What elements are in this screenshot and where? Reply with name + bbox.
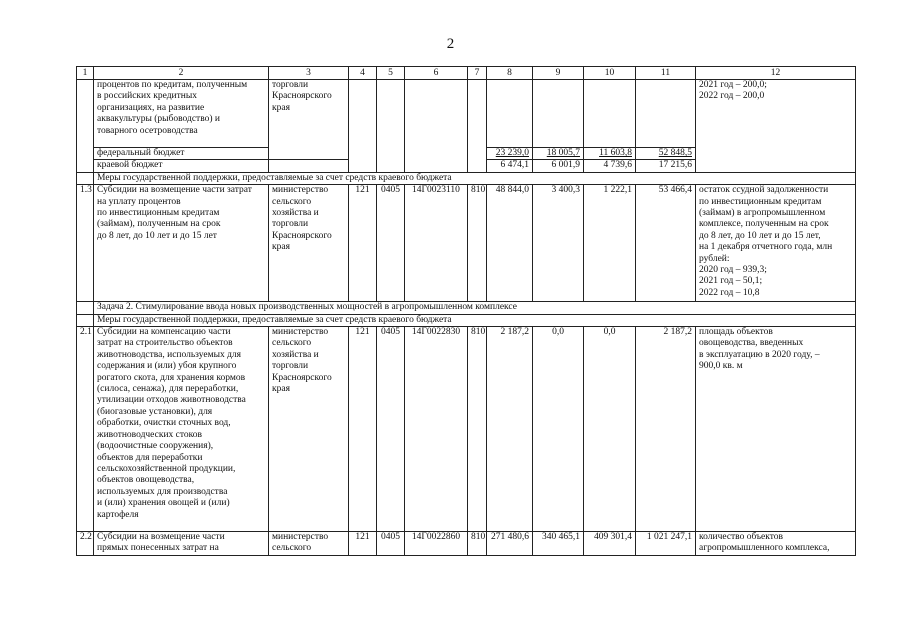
budget-label: федеральный бюджет [94, 148, 269, 160]
measure-description: Субсидии на компенсацию части затрат на строительство объектов животноводства, используемых для содержания и (или) убоя крупного рогатого скота, для хранения кормов (силоса, сенажа), для переработки, утилизации отходов животноводства (биогазовые установки), для обработки, очистки сточных вод, животноводческих стоков (водоочистные сооружения), объектов для переработки сельскохозяйственной продукции, объектов овощеводства, используемых для производства и (или) хранения овощей и (или) картофеля [94, 327, 269, 532]
expected-result: площадь объектов овощеводства, введенных в эксплуатацию в 2020 году, – 900,0 кв. м [696, 327, 856, 532]
amount-cell: 2 187,2 [636, 327, 696, 532]
amount-cell: 52 848,5 [636, 148, 696, 160]
amount-cell: 48 844,0 [487, 185, 533, 302]
section-row [77, 314, 856, 326]
code-cell: 810 [468, 532, 487, 556]
header-cell: 2 [94, 67, 269, 80]
responsible-org: министерство сельского хозяйства и торговли Красноярского края [269, 327, 349, 532]
amount-cell: 17 215,6 [636, 160, 696, 172]
measure-description: Субсидии на возмещение части затрат на уплату процентов по инвестиционным кредитам (займам), полученным на срок до 8 лет, до 10 лет и до 15 лет [94, 185, 269, 302]
amount-cell: 6 474,1 [487, 160, 533, 172]
measure-description: Субсидии на возмещение части прямых понесенных затрат на [94, 532, 269, 556]
amount-cell: 18 005,7 [533, 148, 584, 160]
code-cell: 810 [468, 327, 487, 532]
code-cell: 14Г0022860 [405, 532, 468, 556]
amount-cell: 3 400,3 [533, 185, 584, 302]
header-cell: 10 [584, 67, 636, 80]
table-row [77, 80, 856, 148]
row-number: 2.2 [77, 532, 94, 556]
amount-cell: 1 021 247,1 [636, 532, 696, 556]
amount-cell: 0,0 [584, 327, 636, 532]
header-cell: 5 [377, 67, 405, 80]
table-row [77, 532, 856, 556]
code-cell: 14Г0022830 [405, 327, 468, 532]
table-row [77, 160, 856, 172]
expected-result: количество объектов агропромышленного комплекса, [696, 532, 856, 556]
page-number: 2 [446, 36, 455, 52]
amount-cell: 340 465,1 [533, 532, 584, 556]
code-cell: 810 [468, 185, 487, 302]
task-row [77, 302, 856, 314]
amount-cell: 1 222,1 [584, 185, 636, 302]
header-cell: 6 [405, 67, 468, 80]
amount-cell: 6 001,9 [533, 160, 584, 172]
amount-cell: 23 239,0 [487, 148, 533, 160]
expected-result: 2021 год – 200,0; 2022 год – 200,0 [696, 80, 856, 148]
measure-description: процентов по кредитам, полученным в российских кредитных организациях, на развитие аквакультуры (рыбоводство) и товарного осетроводства [94, 80, 269, 148]
header-cell: 8 [487, 67, 533, 80]
amount-cell: 53 466,4 [636, 185, 696, 302]
section-heading: Меры государственной поддержки, предоставляемые за счет средств краевого бюджета [94, 314, 856, 326]
responsible-org: министерство сельского [269, 532, 349, 556]
header-cell: 11 [636, 67, 696, 80]
code-cell: 121 [349, 327, 377, 532]
section-row [77, 172, 856, 184]
header-cell: 1 [77, 67, 94, 80]
header-cell: 12 [696, 67, 856, 80]
header-row [77, 67, 856, 80]
row-number: 1.3 [77, 185, 94, 302]
amount-cell: 271 480,6 [487, 532, 533, 556]
table-row [77, 327, 856, 532]
code-cell: 121 [349, 185, 377, 302]
amount-cell: 4 739,6 [584, 160, 636, 172]
budget-label: краевой бюджет [94, 160, 269, 172]
amount-cell: 409 301,4 [584, 532, 636, 556]
header-cell: 9 [533, 67, 584, 80]
header-cell: 3 [269, 67, 349, 80]
header-cell: 7 [468, 67, 487, 80]
task-heading: Задача 2. Стимулирование ввода новых производственных мощностей в агропромышленном комплексе [94, 302, 856, 314]
code-cell: 14Г0023110 [405, 185, 468, 302]
amount-cell: 0,0 [533, 327, 584, 532]
program-table [76, 66, 856, 556]
code-cell: 121 [349, 532, 377, 556]
code-cell: 0405 [377, 532, 405, 556]
responsible-org: министерство сельского хозяйства и торговли Красноярского края [269, 185, 349, 302]
amount-cell: 11 603,8 [584, 148, 636, 160]
code-cell: 0405 [377, 185, 405, 302]
responsible-org: торговли Красноярского края [269, 80, 349, 148]
header-cell: 4 [349, 67, 377, 80]
code-cell: 0405 [377, 327, 405, 532]
expected-result: остаток ссудной задолженности по инвестиционным кредитам (займам) в агропромышленном комплексе, полученным на срок до 8 лет, до 10 лет и до 15 лет, на 1 декабря отчетного года, млн рублей: 2020 год – 939,3; 2021 год – 50,1; 2022 год – 10,8 [696, 185, 856, 302]
row-number: 2.1 [77, 327, 94, 532]
table-row [77, 185, 856, 302]
amount-cell: 2 187,2 [487, 327, 533, 532]
section-heading: Меры государственной поддержки, предоставляемые за счет средств краевого бюджета [94, 172, 856, 184]
table-row [77, 148, 856, 160]
